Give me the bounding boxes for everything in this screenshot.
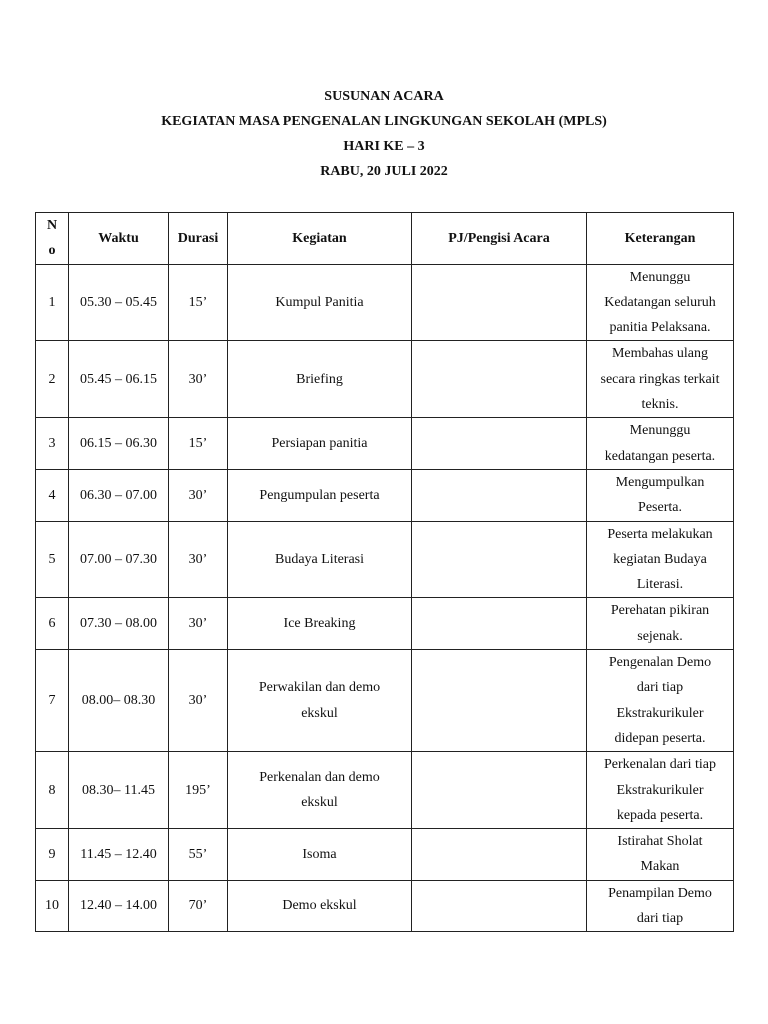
table-header-row: [36, 213, 734, 265]
cell-durasi: 30’: [169, 341, 228, 418]
cell-pj: [412, 598, 587, 650]
cell-keterangan-line: secara ringkas terkait: [600, 371, 720, 387]
cell-waktu: 11.45 – 12.40: [69, 829, 169, 881]
header-kegiatan: Kegiatan: [228, 213, 412, 265]
cell-kegiatan: [228, 829, 412, 881]
cell-kegiatan-line: Perwakilan dan demo: [258, 680, 381, 696]
cell-kegiatan: [228, 880, 412, 932]
cell-kegiatan-line: Ice Breaking: [283, 616, 356, 632]
cell-keterangan: [587, 752, 734, 829]
cell-kegiatan-line: Pengumpulan peserta: [259, 487, 380, 503]
cell-kegiatan-line: Perkenalan dan demo: [259, 769, 380, 785]
table-row: [36, 829, 734, 881]
cell-waktu: 08.30– 11.45: [69, 752, 169, 829]
cell-no: 4: [36, 469, 69, 521]
cell-waktu: 07.30 – 08.00: [69, 598, 169, 650]
cell-kegiatan-line: Isoma: [302, 846, 337, 862]
cell-waktu: 05.45 – 06.15: [69, 341, 169, 418]
cell-kegiatan: [228, 650, 412, 752]
cell-pj: [412, 264, 587, 341]
cell-durasi: 30’: [169, 650, 228, 752]
cell-keterangan: [587, 521, 734, 598]
cell-keterangan-line: Istirahat Sholat: [617, 834, 703, 850]
cell-no: 1: [36, 264, 69, 341]
cell-kegiatan: [228, 418, 412, 470]
cell-keterangan-line: sejenak.: [637, 628, 683, 644]
cell-keterangan-line: Makan: [640, 859, 680, 875]
cell-keterangan: [587, 264, 734, 341]
header-durasi: Durasi: [169, 213, 228, 265]
table-row: [36, 418, 734, 470]
cell-pj: [412, 521, 587, 598]
cell-keterangan-line: teknis.: [641, 397, 679, 413]
cell-keterangan-line: Penampilan Demo: [608, 885, 712, 901]
cell-keterangan-line: Ekstrakurikuler: [616, 705, 704, 721]
cell-kegiatan-line: Budaya Literasi: [274, 551, 365, 567]
cell-no: 6: [36, 598, 69, 650]
cell-kegiatan: [228, 341, 412, 418]
cell-keterangan-line: panitia Pelaksana.: [609, 320, 711, 336]
header-no: [36, 213, 69, 265]
cell-keterangan-line: Menunggu: [629, 269, 691, 285]
cell-kegiatan-line: Persiapan panitia: [271, 436, 368, 452]
header-waktu: Waktu: [69, 213, 169, 265]
document-header: [0, 84, 768, 184]
cell-no: 8: [36, 752, 69, 829]
table-row: [36, 752, 734, 829]
cell-keterangan-line: kepada peserta.: [616, 807, 704, 823]
cell-waktu: 05.30 – 05.45: [69, 264, 169, 341]
cell-keterangan: [587, 418, 734, 470]
cell-durasi: 55’: [169, 829, 228, 881]
table-row: [36, 469, 734, 521]
cell-keterangan-line: Perkenalan dari tiap: [604, 757, 716, 773]
cell-kegiatan-line: Briefing: [296, 371, 343, 387]
cell-waktu: 12.40 – 14.00: [69, 880, 169, 932]
cell-no: 2: [36, 341, 69, 418]
cell-waktu: 08.00– 08.30: [69, 650, 169, 752]
cell-pj: [412, 752, 587, 829]
cell-keterangan-line: Ekstrakurikuler: [616, 782, 704, 798]
cell-waktu: 07.00 – 07.30: [69, 521, 169, 598]
cell-durasi: 15’: [169, 418, 228, 470]
cell-waktu: 06.15 – 06.30: [69, 418, 169, 470]
cell-kegiatan: [228, 521, 412, 598]
header-event-name: KEGIATAN MASA PENGENALAN LINGKUNGAN SEKOLAH (MPLS): [161, 114, 607, 129]
table-body: [36, 264, 734, 932]
cell-keterangan-line: Kedatangan seluruh: [604, 294, 716, 310]
cell-kegiatan-line: Demo ekskul: [282, 898, 357, 914]
cell-kegiatan: [228, 752, 412, 829]
table-row: [36, 521, 734, 598]
cell-keterangan: [587, 598, 734, 650]
header-title: SUSUNAN ACARA: [324, 89, 444, 104]
cell-durasi: 30’: [169, 469, 228, 521]
cell-keterangan-line: dari tiap: [636, 911, 684, 927]
cell-kegiatan-line: Kumpul Panitia: [275, 294, 364, 310]
cell-no: 5: [36, 521, 69, 598]
cell-pj: [412, 418, 587, 470]
header-date: RABU, 20 JULI 2022: [320, 164, 448, 179]
header-day: HARI KE – 3: [343, 139, 425, 154]
cell-keterangan-line: Peserta melakukan: [607, 526, 713, 542]
table-row: [36, 598, 734, 650]
cell-durasi: 30’: [169, 598, 228, 650]
cell-keterangan-line: Mengumpulkan: [615, 474, 705, 490]
cell-keterangan: [587, 650, 734, 752]
cell-keterangan-line: Menunggu: [629, 423, 691, 439]
cell-keterangan-line: kegiatan Budaya: [613, 551, 707, 567]
cell-durasi: 70’: [169, 880, 228, 932]
schedule-table: [35, 212, 734, 932]
cell-durasi: 195’: [169, 752, 228, 829]
table-row: [36, 880, 734, 932]
table-row: [36, 650, 734, 752]
cell-keterangan-line: Membahas ulang: [611, 346, 709, 362]
cell-keterangan-line: dari tiap: [636, 680, 684, 696]
cell-keterangan-line: didepan peserta.: [614, 730, 706, 746]
cell-keterangan: [587, 829, 734, 881]
header-keterangan: Keterangan: [587, 213, 734, 265]
header-no-line-2: o: [48, 243, 56, 259]
cell-kegiatan: [228, 264, 412, 341]
cell-keterangan-line: Literasi.: [636, 577, 684, 593]
header-pj: PJ/Pengisi Acara: [412, 213, 587, 265]
cell-keterangan-line: Peserta.: [638, 500, 682, 516]
cell-kegiatan-line: ekskul: [301, 705, 338, 721]
cell-keterangan: [587, 469, 734, 521]
cell-pj: [412, 469, 587, 521]
cell-pj: [412, 650, 587, 752]
header-no-line-1: N: [46, 218, 58, 233]
cell-keterangan: [587, 880, 734, 932]
cell-pj: [412, 880, 587, 932]
cell-kegiatan-line: ekskul: [301, 795, 338, 811]
cell-durasi: 30’: [169, 521, 228, 598]
cell-keterangan-line: kedatangan peserta.: [604, 448, 716, 464]
cell-pj: [412, 829, 587, 881]
cell-waktu: 06.30 – 07.00: [69, 469, 169, 521]
cell-kegiatan: [228, 469, 412, 521]
cell-no: 3: [36, 418, 69, 470]
table-row: [36, 341, 734, 418]
cell-durasi: 15’: [169, 264, 228, 341]
cell-no: 7: [36, 650, 69, 752]
cell-no: 9: [36, 829, 69, 881]
cell-kegiatan: [228, 598, 412, 650]
cell-keterangan-line: Perehatan pikiran: [610, 603, 710, 619]
cell-no: 10: [36, 880, 69, 932]
table-row: [36, 264, 734, 341]
cell-keterangan: [587, 341, 734, 418]
cell-pj: [412, 341, 587, 418]
cell-keterangan-line: Pengenalan Demo: [608, 655, 712, 671]
